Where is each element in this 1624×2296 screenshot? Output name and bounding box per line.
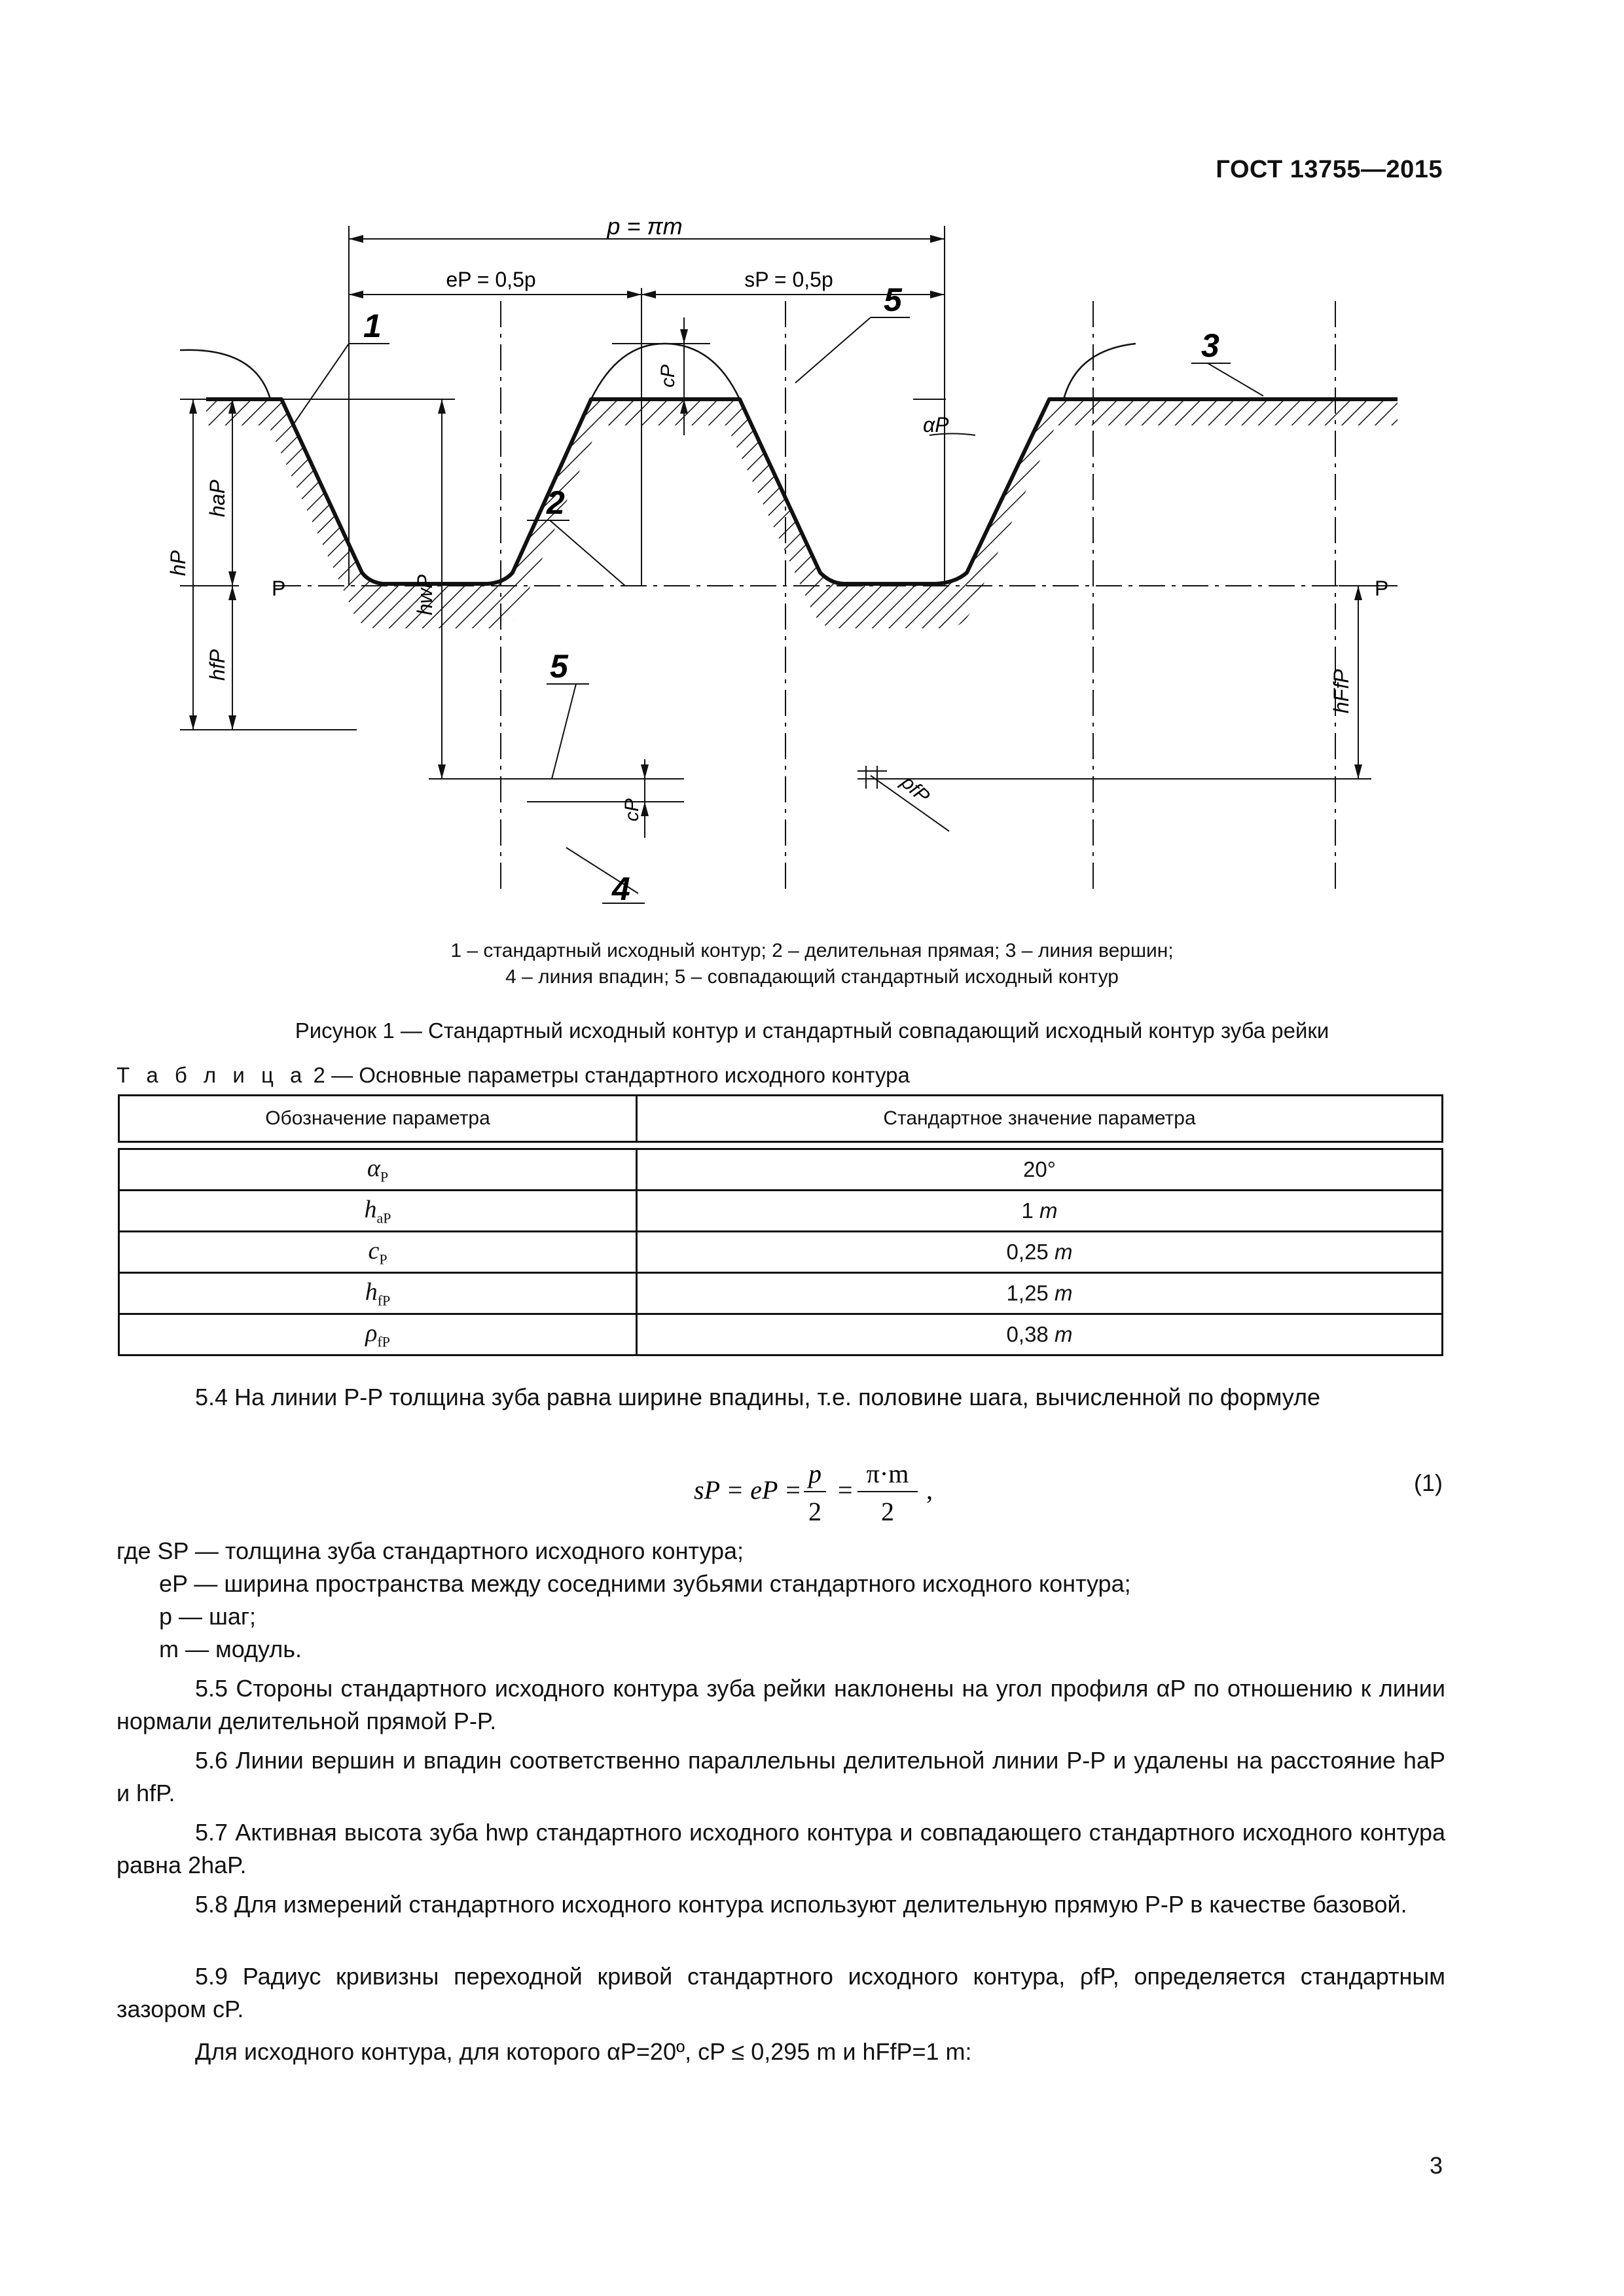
space-width-label: eP = 0,5p <box>446 268 536 291</box>
paragraph-5-9: 5.9 Радиус кривизны переходной кривой стандартного исходного контура, ρfP, определяется стандартным зазором cP. <box>117 1963 1445 2022</box>
where-ep: eP — ширина пространства между соседними зубьями стандартного исходного контура; <box>159 1570 1131 1597</box>
table-caption-prefix: Т а б л и ц а <box>117 1063 308 1087</box>
table-col1-header: Обозначение параметра <box>119 1096 637 1142</box>
where-p: p — шаг; <box>159 1603 257 1630</box>
parameters-table <box>118 1094 1443 1356</box>
doc-code: ГОСТ 13755—2015 <box>1216 156 1443 183</box>
svg-text:4: 4 <box>612 870 630 907</box>
addendum-label: haP <box>206 480 229 517</box>
svg-text:5: 5 <box>884 281 902 318</box>
pitch-line-label-right: P <box>1375 577 1389 600</box>
svg-text:=: = <box>838 1475 853 1505</box>
dedendum-label: hfP <box>206 649 229 681</box>
paragraph-5-8: 5.8 Для измерений стандартного исходного контура используют делительную прямую P-P в качестве базовой. <box>195 1891 1407 1918</box>
total-height-label: hP <box>166 550 190 576</box>
working-depth-label: hwP <box>413 574 437 615</box>
figure-legend-line-1: 1 – стандартный исходный контур; 2 – делительная прямая; 3 – линия вершин; <box>450 940 1174 961</box>
callout-4 <box>566 848 645 907</box>
table-row: $h_{aP}$ 1 m <box>119 1191 1443 1232</box>
callout-1 <box>293 308 389 425</box>
paragraph-5-5: 5.5 Стороны стандартного исходного контура зуба рейки наклонены на угол профиля αP по отношению к линии нормали делительной прямой P-P. <box>117 1675 1445 1734</box>
paragraph-5-10: Для исходного контура, для которого αP=20º, cP ≤ 0,295 m и hFfP=1 m: <box>195 2038 972 2065</box>
svg-text:2: 2 <box>808 1497 821 1526</box>
tip-arc-right <box>1064 344 1136 399</box>
svg-text:2: 2 <box>547 484 565 521</box>
table-col2-header: Стандартное значение параметра <box>637 1096 1443 1142</box>
callout-5-bottom <box>547 648 589 779</box>
svg-text:,: , <box>926 1475 933 1505</box>
callout-3 <box>1191 327 1263 396</box>
table-row: $\rho_{fP}$ 0,38 m <box>119 1314 1443 1355</box>
table-header-row <box>119 1096 1443 1142</box>
where-m: m — модуль. <box>159 1636 302 1662</box>
paragraph-5-4: 5.4 На линии P-P толщина зуба равна ширине впадины, т.е. половине шага, вычисленной по формуле <box>195 1384 1320 1410</box>
svg-text:1: 1 <box>363 308 382 344</box>
angle-label: αP <box>923 413 949 437</box>
equation-number: (1) <box>1414 1469 1443 1496</box>
page-number: 3 <box>1429 2152 1443 2179</box>
pitch-line-label-left: P <box>272 577 286 600</box>
tooth-thickness-label: sP = 0,5p <box>744 268 833 291</box>
svg-text:π·m: π·m <box>866 1459 909 1488</box>
pitch-label: p = πm <box>607 213 683 240</box>
rack-profile-figure <box>141 209 1450 936</box>
hatch-area <box>200 393 1404 641</box>
figure-caption: Рисунок 1 — Стандартный исходный контур и стандартный совпадающий исходный контур зуба рейки <box>295 1018 1329 1043</box>
svg-text:5: 5 <box>550 648 568 685</box>
paragraph-5-7: 5.7 Активная высота зуба hwp стандартного исходного контура и совпадающего стандартного исходного контура равна 2haP. <box>117 1819 1445 1878</box>
where-sp: где SP — толщина зуба стандартного исходного контура; <box>117 1537 744 1564</box>
clearance-top-label: cP <box>657 364 679 387</box>
table-caption <box>117 1063 910 1088</box>
formula-1 <box>694 1450 956 1528</box>
figure-legend-line-2: 4 – линия впадин; 5 – совпадающий стандартный исходный контур <box>505 966 1119 988</box>
form-height-label: hFfP <box>1329 669 1353 713</box>
table-row: $\alpha_P$ 20° <box>119 1149 1443 1191</box>
svg-text:p: p <box>808 1459 821 1488</box>
callout-5-top <box>795 281 910 383</box>
table-caption-rest: 2 — Основные параметры стандартного исходного контура <box>307 1063 910 1087</box>
svg-text:sP = eP =: sP = eP = <box>694 1475 802 1505</box>
clearance-bottom-label: cP <box>621 798 643 821</box>
tip-arc-left <box>180 350 270 399</box>
svg-text:3: 3 <box>1201 327 1219 364</box>
table-row: $c_P$ 0,25 m <box>119 1232 1443 1273</box>
fillet-radius-label: ρfP <box>897 771 934 808</box>
svg-text:2: 2 <box>881 1497 894 1526</box>
paragraph-5-6: 5.6 Линии вершин и впадин соответственно параллельны делительной линии P-P и удалены на расстояние haP и hfP. <box>117 1747 1445 1806</box>
table-row: $h_{fP}$ 1,25 m <box>119 1273 1443 1314</box>
